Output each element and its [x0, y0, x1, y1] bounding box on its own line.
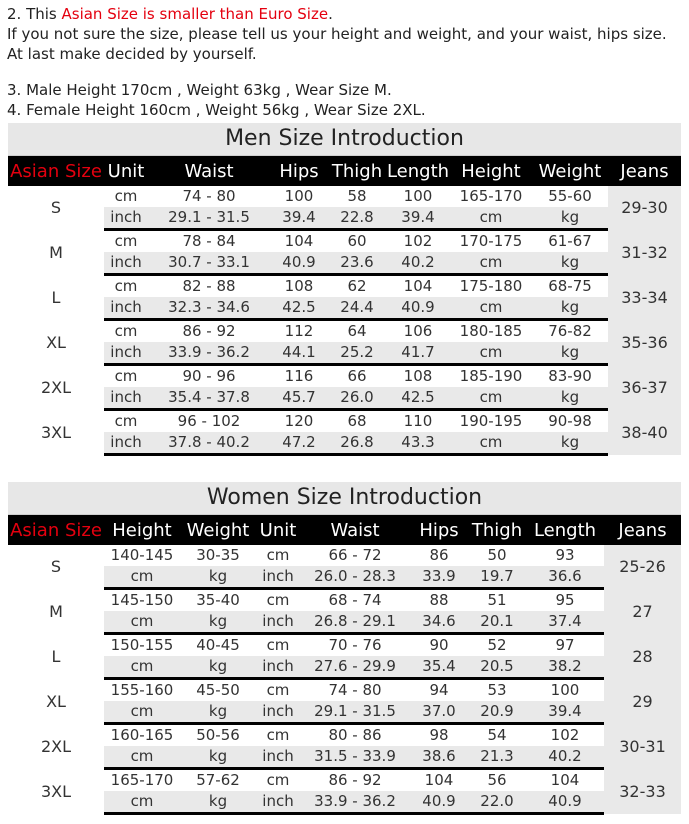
- table-row: [8, 320, 681, 343]
- length-cell: 110: [386, 410, 450, 433]
- hips-cell: 35.4: [410, 656, 468, 679]
- hips-cell: 88: [410, 589, 468, 612]
- thigh-cell: 19.7: [468, 566, 526, 589]
- column-header: Length: [386, 156, 450, 186]
- column-header: Thigh: [328, 156, 386, 186]
- thigh-cell: 68: [328, 410, 386, 433]
- units-cell: cm: [256, 634, 300, 657]
- hips-cell: 33.9: [410, 566, 468, 589]
- height-cell: cm: [104, 791, 180, 814]
- weight-cell: 50-56: [180, 724, 256, 747]
- table-row-sub: [8, 611, 681, 634]
- height-cell: cm: [450, 342, 532, 365]
- weight-cell: kg: [532, 387, 608, 410]
- units-cell: inch: [104, 297, 148, 320]
- thigh-cell: 66: [328, 365, 386, 388]
- weight-cell: 76-82: [532, 320, 608, 343]
- column-header: Unit: [104, 156, 148, 186]
- women-size-table: [8, 515, 681, 815]
- note-2: 2. This Asian Size is smaller than Euro Size.: [7, 5, 333, 23]
- jeans-cell: 25-26: [604, 545, 681, 589]
- waist-cell: 82 - 88: [148, 275, 270, 298]
- hips-cell: 90: [410, 634, 468, 657]
- weight-cell: kg: [532, 342, 608, 365]
- men-header-row: [8, 156, 681, 186]
- weight-cell: 83-90: [532, 365, 608, 388]
- table-row-sub: [8, 387, 681, 410]
- length-cell: 93: [526, 545, 604, 566]
- jeans-cell: 29: [604, 679, 681, 724]
- jeans-cell: 38-40: [608, 410, 681, 455]
- column-header: Thigh: [468, 515, 526, 545]
- length-cell: 108: [386, 365, 450, 388]
- size-cell: S: [8, 545, 104, 589]
- units-cell: cm: [256, 589, 300, 612]
- size-cell: XL: [8, 320, 104, 365]
- thigh-cell: 20.5: [468, 656, 526, 679]
- units-cell: inch: [104, 432, 148, 455]
- hips-cell: 40.9: [410, 791, 468, 814]
- length-cell: 102: [526, 724, 604, 747]
- weight-cell: 45-50: [180, 679, 256, 702]
- thigh-cell: 26.0: [328, 387, 386, 410]
- weight-cell: kg: [180, 611, 256, 634]
- thigh-cell: 53: [468, 679, 526, 702]
- column-header: Unit: [256, 515, 300, 545]
- table-row: [8, 275, 681, 298]
- size-cell: 2XL: [8, 724, 104, 769]
- length-cell: 40.9: [526, 791, 604, 814]
- column-header: Waist: [148, 156, 270, 186]
- women-size-title: Women Size Introduction: [8, 482, 681, 515]
- table-row-sub: [8, 701, 681, 724]
- height-cell: cm: [104, 566, 180, 589]
- hips-cell: 45.7: [270, 387, 328, 410]
- height-cell: cm: [104, 611, 180, 634]
- units-cell: cm: [104, 410, 148, 433]
- waist-cell: 29.1 - 31.5: [300, 701, 410, 724]
- length-cell: 39.4: [526, 701, 604, 724]
- thigh-cell: 60: [328, 230, 386, 253]
- weight-cell: 68-75: [532, 275, 608, 298]
- note-2b: If you not sure the size, please tell us your height and weight, and your waist, hips size.: [7, 25, 667, 43]
- hips-cell: 39.4: [270, 207, 328, 230]
- height-cell: 150-155: [104, 634, 180, 657]
- height-cell: cm: [104, 746, 180, 769]
- size-cell: M: [8, 230, 104, 275]
- hips-cell: 120: [270, 410, 328, 433]
- size-cell: L: [8, 275, 104, 320]
- hips-cell: 86: [410, 545, 468, 566]
- waist-cell: 27.6 - 29.9: [300, 656, 410, 679]
- units-cell: cm: [256, 679, 300, 702]
- length-cell: 37.4: [526, 611, 604, 634]
- weight-cell: 55-60: [532, 186, 608, 207]
- length-cell: 102: [386, 230, 450, 253]
- units-cell: inch: [256, 611, 300, 634]
- thigh-cell: 62: [328, 275, 386, 298]
- table-row-sub: [8, 252, 681, 275]
- waist-cell: 90 - 96: [148, 365, 270, 388]
- waist-cell: 32.3 - 34.6: [148, 297, 270, 320]
- weight-cell: kg: [180, 566, 256, 589]
- units-cell: inch: [256, 791, 300, 814]
- length-cell: 40.9: [386, 297, 450, 320]
- thigh-cell: 50: [468, 545, 526, 566]
- jeans-cell: 30-31: [604, 724, 681, 769]
- note-2c: At last make decided by yourself.: [7, 45, 257, 63]
- length-cell: 104: [386, 275, 450, 298]
- waist-cell: 86 - 92: [300, 769, 410, 792]
- height-cell: cm: [104, 701, 180, 724]
- column-header: Asian Size: [8, 515, 104, 545]
- column-header: Weight: [532, 156, 608, 186]
- units-cell: cm: [104, 320, 148, 343]
- table-row: [8, 365, 681, 388]
- men-size-section: [8, 123, 681, 456]
- waist-cell: 33.9 - 36.2: [300, 791, 410, 814]
- size-cell: 3XL: [8, 769, 104, 814]
- units-cell: inch: [256, 746, 300, 769]
- waist-cell: 29.1 - 31.5: [148, 207, 270, 230]
- length-cell: 43.3: [386, 432, 450, 455]
- column-header: Waist: [300, 515, 410, 545]
- jeans-cell: 36-37: [608, 365, 681, 410]
- height-cell: 180-185: [450, 320, 532, 343]
- height-cell: 160-165: [104, 724, 180, 747]
- waist-cell: 33.9 - 36.2: [148, 342, 270, 365]
- size-cell: L: [8, 634, 104, 679]
- column-header: Jeans: [608, 156, 681, 186]
- jeans-cell: 31-32: [608, 230, 681, 275]
- waist-cell: 74 - 80: [148, 186, 270, 207]
- jeans-cell: 35-36: [608, 320, 681, 365]
- units-cell: cm: [104, 275, 148, 298]
- weight-cell: kg: [180, 791, 256, 814]
- column-header: Length: [526, 515, 604, 545]
- length-cell: 42.5: [386, 387, 450, 410]
- length-cell: 97: [526, 634, 604, 657]
- column-header: Height: [450, 156, 532, 186]
- weight-cell: kg: [532, 207, 608, 230]
- table-row: [8, 769, 681, 792]
- height-cell: cm: [104, 656, 180, 679]
- thigh-cell: 20.1: [468, 611, 526, 634]
- thigh-cell: 51: [468, 589, 526, 612]
- hips-cell: 112: [270, 320, 328, 343]
- women-header-row: [8, 515, 681, 545]
- height-cell: 165-170: [450, 186, 532, 207]
- column-header: Weight: [180, 515, 256, 545]
- table-row: [8, 186, 681, 207]
- thigh-cell: 56: [468, 769, 526, 792]
- jeans-cell: 28: [604, 634, 681, 679]
- thigh-cell: 25.2: [328, 342, 386, 365]
- hips-cell: 116: [270, 365, 328, 388]
- size-cell: XL: [8, 679, 104, 724]
- table-row: [8, 634, 681, 657]
- waist-cell: 68 - 74: [300, 589, 410, 612]
- jeans-cell: 27: [604, 589, 681, 634]
- table-row: [8, 230, 681, 253]
- size-cell: 2XL: [8, 365, 104, 410]
- hips-cell: 94: [410, 679, 468, 702]
- note-4: 4. Female Height 160cm , Weight 56kg , Wear Size 2XL.: [7, 101, 426, 119]
- table-row: [8, 410, 681, 433]
- hips-cell: 47.2: [270, 432, 328, 455]
- thigh-cell: 52: [468, 634, 526, 657]
- hips-cell: 104: [410, 769, 468, 792]
- length-cell: 106: [386, 320, 450, 343]
- jeans-cell: 32-33: [604, 769, 681, 814]
- units-cell: inch: [104, 387, 148, 410]
- units-cell: cm: [256, 545, 300, 566]
- women-size-section: [8, 482, 681, 815]
- height-cell: 155-160: [104, 679, 180, 702]
- height-cell: 175-180: [450, 275, 532, 298]
- table-row-sub: [8, 207, 681, 230]
- hips-cell: 38.6: [410, 746, 468, 769]
- waist-cell: 78 - 84: [148, 230, 270, 253]
- weight-cell: 30-35: [180, 545, 256, 566]
- units-cell: inch: [104, 342, 148, 365]
- height-cell: cm: [450, 432, 532, 455]
- weight-cell: 61-67: [532, 230, 608, 253]
- height-cell: 140-145: [104, 545, 180, 566]
- height-cell: 165-170: [104, 769, 180, 792]
- hips-cell: 40.9: [270, 252, 328, 275]
- hips-cell: 34.6: [410, 611, 468, 634]
- length-cell: 39.4: [386, 207, 450, 230]
- waist-cell: 86 - 92: [148, 320, 270, 343]
- table-row-sub: [8, 656, 681, 679]
- table-row-sub: [8, 566, 681, 589]
- waist-cell: 80 - 86: [300, 724, 410, 747]
- waist-cell: 70 - 76: [300, 634, 410, 657]
- thigh-cell: 23.6: [328, 252, 386, 275]
- size-cell: S: [8, 186, 104, 230]
- weight-cell: kg: [180, 656, 256, 679]
- waist-cell: 26.8 - 29.1: [300, 611, 410, 634]
- waist-cell: 74 - 80: [300, 679, 410, 702]
- height-cell: cm: [450, 297, 532, 320]
- column-header: Hips: [410, 515, 468, 545]
- size-notes: [7, 4, 687, 120]
- waist-cell: 26.0 - 28.3: [300, 566, 410, 589]
- column-header: Height: [104, 515, 180, 545]
- table-row-sub: [8, 297, 681, 320]
- height-cell: 145-150: [104, 589, 180, 612]
- men-size-title: Men Size Introduction: [8, 123, 681, 156]
- weight-cell: 35-40: [180, 589, 256, 612]
- hips-cell: 100: [270, 186, 328, 207]
- height-cell: 185-190: [450, 365, 532, 388]
- thigh-cell: 58: [328, 186, 386, 207]
- units-cell: cm: [104, 230, 148, 253]
- waist-cell: 30.7 - 33.1: [148, 252, 270, 275]
- length-cell: 40.2: [526, 746, 604, 769]
- height-cell: cm: [450, 252, 532, 275]
- table-row: [8, 679, 681, 702]
- weight-cell: kg: [532, 252, 608, 275]
- hips-cell: 44.1: [270, 342, 328, 365]
- table-row: [8, 724, 681, 747]
- weight-cell: kg: [532, 432, 608, 455]
- waist-cell: 35.4 - 37.8: [148, 387, 270, 410]
- length-cell: 100: [526, 679, 604, 702]
- height-cell: cm: [450, 207, 532, 230]
- units-cell: inch: [104, 207, 148, 230]
- table-row-sub: [8, 791, 681, 814]
- length-cell: 95: [526, 589, 604, 612]
- thigh-cell: 20.9: [468, 701, 526, 724]
- length-cell: 104: [526, 769, 604, 792]
- weight-cell: 57-62: [180, 769, 256, 792]
- thigh-cell: 22.8: [328, 207, 386, 230]
- units-cell: inch: [256, 566, 300, 589]
- column-header: Hips: [270, 156, 328, 186]
- jeans-cell: 29-30: [608, 186, 681, 230]
- length-cell: 41.7: [386, 342, 450, 365]
- height-cell: cm: [450, 387, 532, 410]
- hips-cell: 37.0: [410, 701, 468, 724]
- waist-cell: 96 - 102: [148, 410, 270, 433]
- hips-cell: 108: [270, 275, 328, 298]
- units-cell: cm: [256, 724, 300, 747]
- jeans-cell: 33-34: [608, 275, 681, 320]
- waist-cell: 66 - 72: [300, 545, 410, 566]
- note-3: 3. Male Height 170cm , Weight 63kg , Wear Size M.: [7, 81, 392, 99]
- units-cell: cm: [256, 769, 300, 792]
- height-cell: 190-195: [450, 410, 532, 433]
- hips-cell: 98: [410, 724, 468, 747]
- units-cell: cm: [104, 365, 148, 388]
- size-cell: M: [8, 589, 104, 634]
- column-header: Asian Size: [8, 156, 104, 186]
- table-row-sub: [8, 342, 681, 365]
- table-row-sub: [8, 746, 681, 769]
- length-cell: 40.2: [386, 252, 450, 275]
- weight-cell: kg: [180, 701, 256, 724]
- hips-cell: 42.5: [270, 297, 328, 320]
- table-row: [8, 545, 681, 566]
- units-cell: cm: [104, 186, 148, 207]
- thigh-cell: 24.4: [328, 297, 386, 320]
- hips-cell: 104: [270, 230, 328, 253]
- men-size-table: [8, 156, 681, 456]
- weight-cell: 40-45: [180, 634, 256, 657]
- units-cell: inch: [256, 656, 300, 679]
- height-cell: 170-175: [450, 230, 532, 253]
- length-cell: 38.2: [526, 656, 604, 679]
- units-cell: inch: [256, 701, 300, 724]
- waist-cell: 31.5 - 33.9: [300, 746, 410, 769]
- weight-cell: kg: [532, 297, 608, 320]
- thigh-cell: 21.3: [468, 746, 526, 769]
- length-cell: 36.6: [526, 566, 604, 589]
- thigh-cell: 54: [468, 724, 526, 747]
- weight-cell: kg: [180, 746, 256, 769]
- column-header: Jeans: [604, 515, 681, 545]
- size-cell: 3XL: [8, 410, 104, 455]
- weight-cell: 90-98: [532, 410, 608, 433]
- table-row-sub: [8, 432, 681, 455]
- units-cell: inch: [104, 252, 148, 275]
- length-cell: 100: [386, 186, 450, 207]
- thigh-cell: 26.8: [328, 432, 386, 455]
- table-row: [8, 589, 681, 612]
- note-highlight: Asian Size is smaller than Euro Size: [61, 5, 329, 23]
- thigh-cell: 22.0: [468, 791, 526, 814]
- thigh-cell: 64: [328, 320, 386, 343]
- waist-cell: 37.8 - 40.2: [148, 432, 270, 455]
